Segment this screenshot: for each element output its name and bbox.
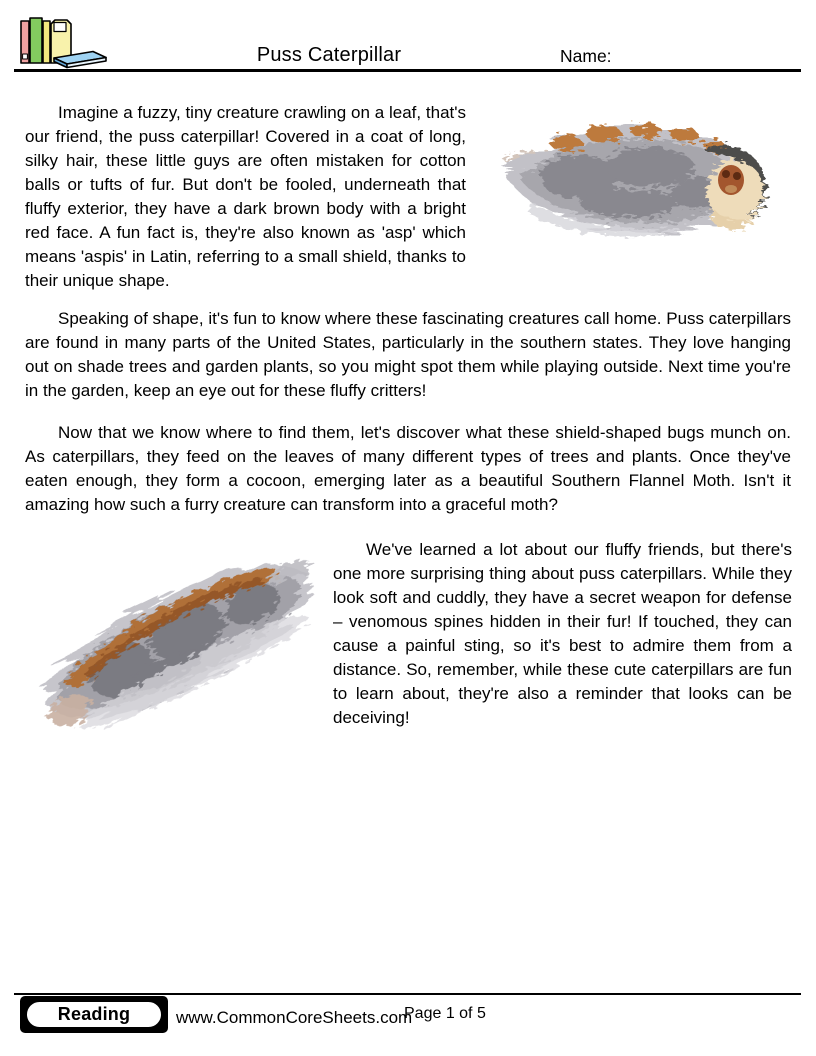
paragraph-3: Now that we know where to find them, let's discover what these shield-shaped bugs munch on. As caterpillars, they feed on the leaves of many different types of trees and plants. Once they've eaten enough, they form a cocoon, emerging later as a beautiful Southern Flannel Moth. Isn't it amazing how such a furry creature can transform into a graceful moth?	[25, 423, 791, 514]
worksheet-title: Puss Caterpillar	[256, 44, 402, 66]
category-badge-label: Reading	[25, 1000, 163, 1029]
header-divider	[14, 69, 801, 72]
puss-caterpillar-side-photo	[488, 103, 796, 255]
paragraph-1: Imagine a fuzzy, tiny creature crawling on a leaf, that's our friend, the puss caterpillar! Covered in a coat of long, silky hair, these little guys are often mistaken for cotton balls or tufts of fur. But don't be fooled, underneath that fluffy exterior, they have a dark brown body with a bright red face. A fun fact is, they're also known as 'asp' which means 'aspis' in Latin, referring to a small shield, thanks to their unique shape.	[25, 103, 466, 290]
paragraph-4: We've learned a lot about our fluffy friends, but there's one more surprising thing about puss caterpillars. While they look soft and cuddly, they have a secret weapon for defense – venomous spines hidden in their fur! If touched, they can cause a painful sting, so it's best to admire them from a distance. So, remember, while these cute caterpillars are fun to learn about, they're also a reminder that looks can be deceiving!	[333, 540, 792, 727]
footer-divider	[14, 993, 801, 995]
category-badge	[20, 996, 168, 1033]
page-number: Page 1 of 5	[404, 1005, 486, 1022]
paragraph-2: Speaking of shape, it's fun to know where these fascinating creatures call home. Puss caterpillars are found in many parts of the United States, particularly in the southern states. They love hanging out on shade trees and garden plants, so you might spot them while playing outside. Next time you're in the garden, keep an eye out for these fluffy critters!	[25, 309, 791, 400]
website-url: www.CommonCoreSheets.com	[176, 1008, 413, 1027]
books-logo-icon	[18, 12, 110, 70]
name-label: Name:	[560, 46, 612, 66]
puss-caterpillar-top-photo	[22, 540, 334, 740]
